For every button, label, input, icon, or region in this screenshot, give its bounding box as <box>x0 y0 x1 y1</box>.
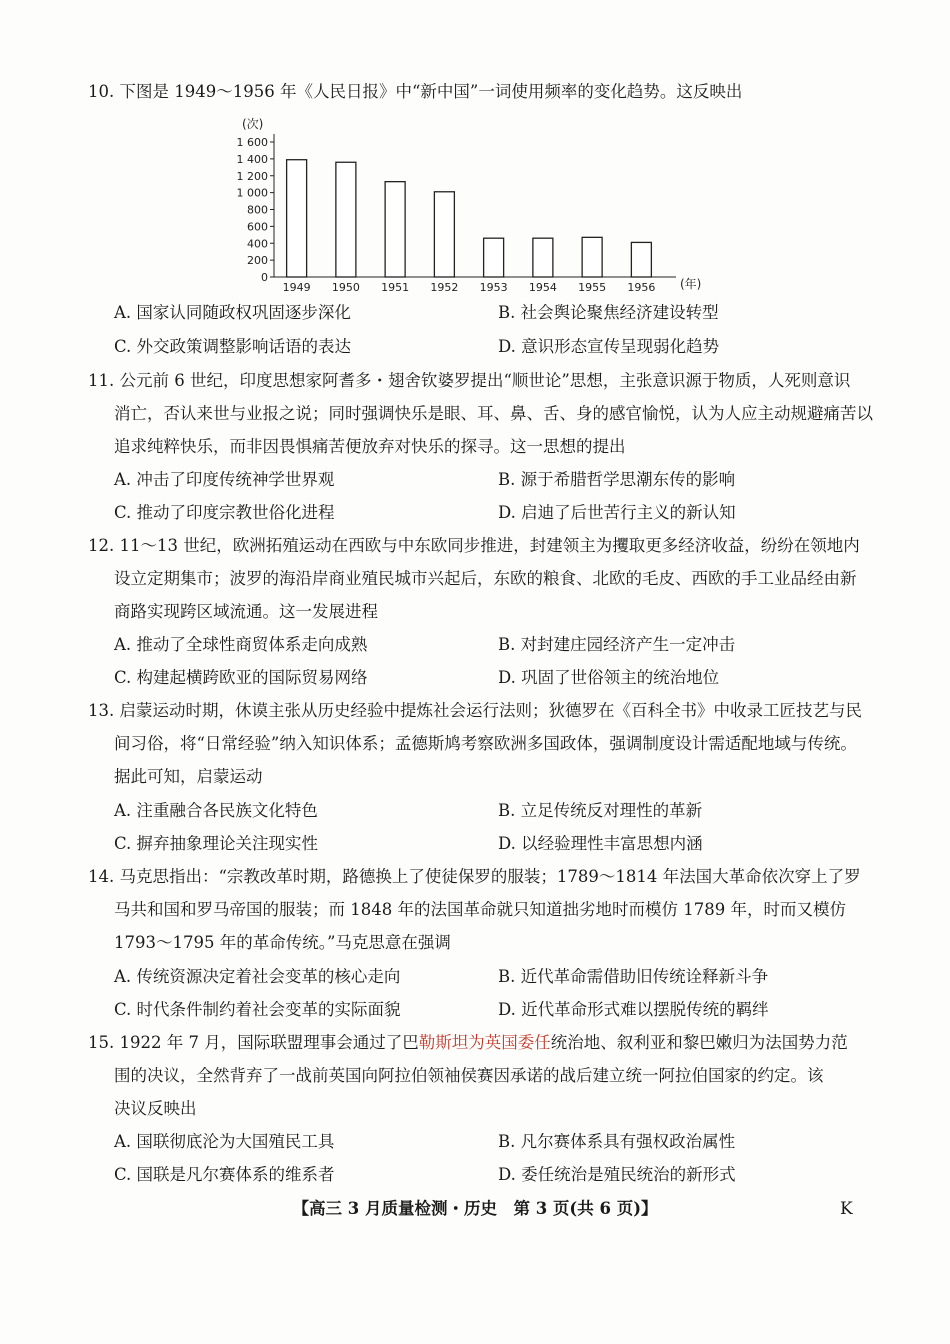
q15-option-a[interactable]: A. 国联彻底沦为大国殖民工具 <box>114 1132 335 1151</box>
chart-bar <box>582 237 602 277</box>
frequency-bar-chart <box>228 112 708 298</box>
q14-option-a[interactable]: A. 传统资源决定着社会变革的核心走向 <box>114 967 401 986</box>
chart-bar <box>484 238 504 277</box>
q11-stem-line: 追求纯粹快乐，而非因畏惧痛苦便放弃对快乐的探寻。这一思想的提出 <box>114 437 626 456</box>
q10-stem: 10. 下图是 1949～1956 年《人民日报》中“新中国”一词使用频率的变化趋势。这反映出 <box>88 82 743 101</box>
chart-y-tick-label: 600 <box>247 220 268 234</box>
q15-option-c[interactable]: C. 国联是凡尔赛体系的维系者 <box>114 1165 335 1184</box>
q11-option-b[interactable]: B. 源于希腊哲学思潮东传的影响 <box>498 470 736 489</box>
chart-bar <box>336 162 356 277</box>
q12-stem-line: 12. 11～13 世纪，欧洲拓殖运动在西欧与中东欧同步推进，封建领主为攫取更多经济收益，纷纷在领地内 <box>88 536 860 555</box>
q15-text: 统治地、叙利亚和黎巴嫩归为法国势力范 <box>550 1033 848 1052</box>
chart-bar <box>434 192 454 277</box>
chart-bar <box>287 160 307 277</box>
q14-option-b[interactable]: B. 近代革命需借助旧传统诠释新斗争 <box>498 967 769 986</box>
q11-option-c[interactable]: C. 推动了印度宗教世俗化进程 <box>114 503 335 522</box>
chart-y-tick-label: 1 600 <box>236 136 268 149</box>
q11-stem-line: 消亡，否认来世与业报之说；同时强调快乐是眼、耳、鼻、舌、身的感官愉悦，认为人应主动规避痛苦以 <box>114 404 873 423</box>
q13-option-a[interactable]: A. 注重融合各民族文化特色 <box>114 801 318 820</box>
q15-text: 15. 1922 年 7 月，国际联盟理事会通过了巴 <box>88 1033 419 1052</box>
chart-x-tick-label: 1952 <box>430 281 459 294</box>
page-footer: 【高三 3 月质量检测・历史 第 3 页(共 6 页)】 <box>292 1199 658 1218</box>
chart-x-tick-label: 1955 <box>578 281 607 294</box>
q11-stem-line: 11. 公元前 6 世纪，印度思想家阿耆多・翅舍钦婆罗提出“顺世论”思想，主张意识源于物质，人死则意识 <box>88 371 851 390</box>
chart-x-tick-label: 1949 <box>282 281 311 294</box>
q12-stem-line: 设立定期集市；波罗的海沿岸商业殖民城市兴起后，东欧的粮食、北欧的毛皮、西欧的手工业品经由新 <box>114 569 857 588</box>
chart-xlabel: (年) <box>680 277 702 291</box>
q15-highlighted-text: 勒斯坦为英国委任 <box>418 1033 551 1052</box>
q12-option-b[interactable]: B. 对封建庄园经济产生一定冲击 <box>498 635 736 654</box>
q15-option-b[interactable]: B. 凡尔赛体系具有强权政治属性 <box>498 1132 736 1151</box>
q15-option-d[interactable]: D. 委任统治是殖民统治的新形式 <box>498 1165 736 1184</box>
chart-x-tick-label: 1954 <box>528 281 557 294</box>
chart-ylabel: (次) <box>242 117 264 131</box>
q14-stem-line: 马共和国和罗马帝国的服装；而 1848 年的法国革命就只知道拙劣地时而模仿 1789 年，时而又模仿 <box>114 900 846 919</box>
q13-stem-line: 据此可知，启蒙运动 <box>114 767 263 786</box>
q12-option-d[interactable]: D. 巩固了世俗领主的统治地位 <box>498 668 720 687</box>
q12-option-c[interactable]: C. 构建起横跨欧亚的国际贸易网络 <box>114 668 368 687</box>
q10-option-d[interactable]: D. 意识形态宣传呈现弱化趋势 <box>498 337 720 356</box>
chart-bar <box>631 242 651 277</box>
chart-x-tick-label: 1951 <box>381 281 410 294</box>
q14-stem-line: 1793～1795 年的革命传统。”马克思意在强调 <box>114 933 451 952</box>
q15-stem-line <box>88 1032 858 1054</box>
chart-y-tick-label: 400 <box>247 237 268 251</box>
chart-y-tick-label: 0 <box>261 271 268 284</box>
q15-stem-line: 围的决议，全然背弃了一战前英国向阿拉伯领袖侯赛因承诺的战后建立统一阿拉伯国家的约定。该 <box>114 1066 824 1085</box>
chart-y-tick-label: 200 <box>247 254 268 268</box>
q15-stem-line: 决议反映出 <box>114 1099 197 1118</box>
paper-code: K <box>840 1199 853 1219</box>
q13-stem-line: 13. 启蒙运动时期，休谟主张从历史经验中提炼社会运行法则；狄德罗在《百科全书》中收录工匠技艺与民 <box>88 701 862 720</box>
q11-option-d[interactable]: D. 启迪了后世苦行主义的新认知 <box>498 503 736 522</box>
chart-x-tick-label: 1956 <box>627 281 656 294</box>
q10-option-c[interactable]: C. 外交政策调整影响话语的表达 <box>114 337 352 356</box>
q14-option-d[interactable]: D. 近代革命形式难以摆脱传统的羁绊 <box>498 1000 769 1019</box>
chart-y-tick-label: 800 <box>247 203 268 217</box>
q14-stem-line: 14. 马克思指出：“宗教改革时期，路德换上了使徒保罗的服装；1789～1814 年法国大革命依次穿上了罗 <box>88 867 861 886</box>
chart-y-tick-label: 1 200 <box>236 169 268 183</box>
q10-option-a[interactable]: A. 国家认同随政权巩固逐步深化 <box>114 303 351 322</box>
q11-option-a[interactable]: A. 冲击了印度传统神学世界观 <box>114 470 335 489</box>
chart-bar <box>385 182 405 277</box>
q13-option-d[interactable]: D. 以经验理性丰富思想内涵 <box>498 834 703 853</box>
q13-stem-line: 间习俗，将“日常经验”纳入知识体系；孟德斯鸠考察欧洲多国政体，强调制度设计需适配地域与传统。 <box>114 734 857 753</box>
chart-y-tick-label: 1 000 <box>236 186 268 200</box>
chart-x-tick-label: 1950 <box>331 281 360 294</box>
chart-bar <box>533 238 553 277</box>
q12-stem-line: 商路实现跨区域流通。这一发展进程 <box>114 602 378 621</box>
q10-option-b[interactable]: B. 社会舆论聚焦经济建设转型 <box>498 303 719 322</box>
chart-y-tick-label: 1 400 <box>236 152 268 166</box>
q12-option-a[interactable]: A. 推动了全球性商贸体系走向成熟 <box>114 635 368 654</box>
q13-option-c[interactable]: C. 摒弃抽象理论关注现实性 <box>114 834 319 853</box>
q14-option-c[interactable]: C. 时代条件制约着社会变革的实际面貌 <box>114 1000 401 1019</box>
q13-option-b[interactable]: B. 立足传统反对理性的革新 <box>498 801 703 820</box>
chart-x-tick-label: 1953 <box>479 281 508 294</box>
